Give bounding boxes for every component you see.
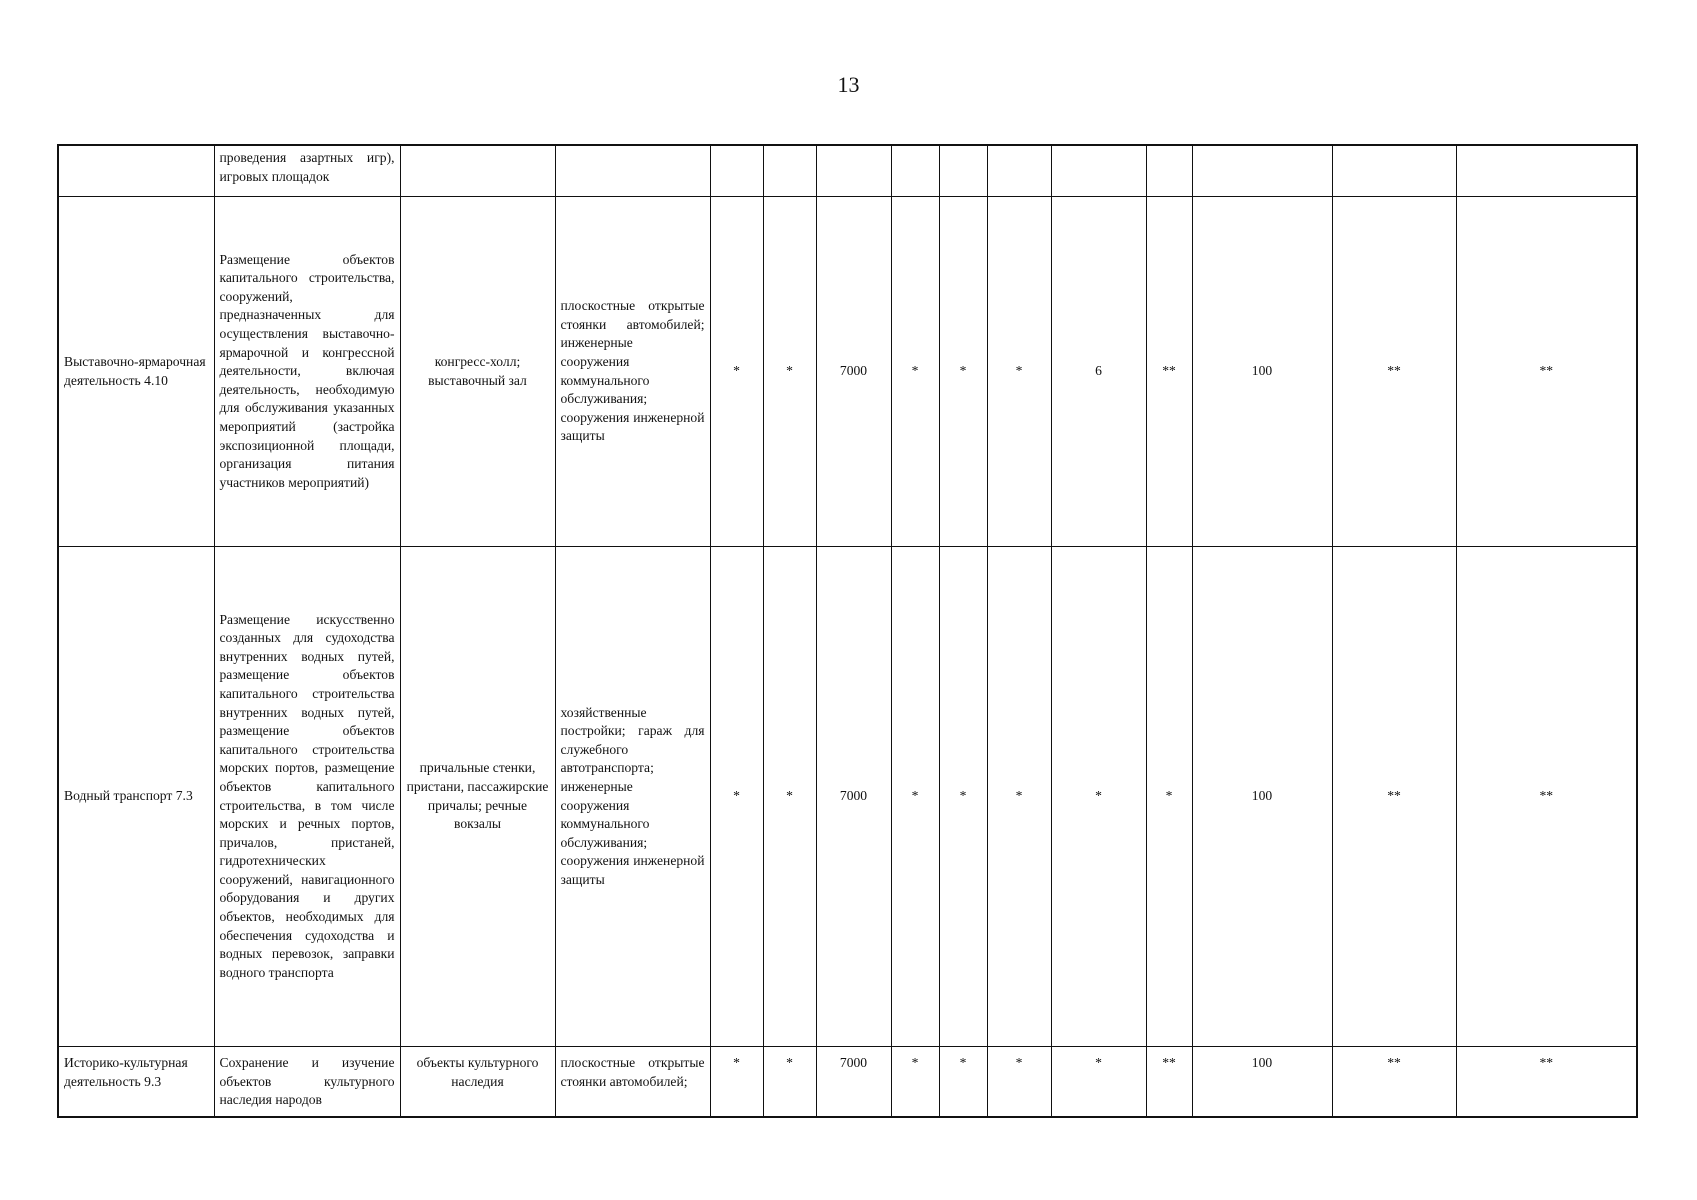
parameter-cell: ** <box>1456 197 1637 547</box>
auxiliary-objects-cell <box>555 145 710 197</box>
land-use-name-cell: Историко-культурная деятельность 9.3 <box>58 1047 214 1117</box>
parameter-cell: 100 <box>1192 547 1332 1047</box>
parameter-cell: * <box>891 547 939 1047</box>
auxiliary-objects-cell: хозяйственные постройки; гараж для служебного автотранспорта; инженерные сооружения коммунального обслуживания; сооружения инженерной защиты <box>555 547 710 1047</box>
page-number: 13 <box>837 72 860 97</box>
table-row <box>58 1047 1637 1117</box>
table-row <box>58 547 1637 1047</box>
main-objects-cell: конгресс-холл; выставочный зал <box>400 197 555 547</box>
parameter-cell <box>763 145 816 197</box>
parameter-cell: * <box>763 1047 816 1117</box>
parameter-cell: 100 <box>1192 1047 1332 1117</box>
parameter-cell <box>891 145 939 197</box>
parameter-cell: ** <box>1332 547 1456 1047</box>
land-use-name-cell: Выставочно-ярмарочная деятельность 4.10 <box>58 197 214 547</box>
parameter-cell: * <box>987 1047 1051 1117</box>
parameter-cell <box>816 145 891 197</box>
parameter-cell <box>987 145 1051 197</box>
parameter-cell <box>939 145 987 197</box>
parameter-cell <box>1051 145 1146 197</box>
parameter-cell: * <box>710 197 763 547</box>
main-objects-cell <box>400 145 555 197</box>
parameter-cell: * <box>763 197 816 547</box>
land-use-description-cell: проведения азартных игр), игровых площадок <box>214 145 400 197</box>
land-use-name-cell: Водный транспорт 7.3 <box>58 547 214 1047</box>
land-use-description-cell: Размещение объектов капитального строительства, сооружений, предназначенных для осуществления выставочно-ярмарочной и конгрессной деятельности, включая деятельность, необходимую для обслуживания указанных мероприятий (застройка экспозиционной площади, организация питания участников мероприятий) <box>214 197 400 547</box>
main-objects-cell: объекты культурного наследия <box>400 1047 555 1117</box>
parameter-cell: ** <box>1456 1047 1637 1117</box>
parameter-cell: * <box>891 197 939 547</box>
land-use-name-cell <box>58 145 214 197</box>
parameter-cell: * <box>710 547 763 1047</box>
parameter-cell: ** <box>1456 547 1637 1047</box>
parameter-cell <box>1332 145 1456 197</box>
parameter-cell: ** <box>1332 197 1456 547</box>
land-use-description-cell: Размещение искусственно созданных для судоходства внутренних водных путей, размещение объектов капитального строительства внутренних водных путей, размещение объектов капитального строительства морских портов, размещение объектов капитального строительства, в том числе морских и речных портов, причалов, пристаней, гидротехнических сооружений, навигационного оборудования и других объектов, необходимых для обеспечения судоходства и водных перевозок, заправки водного транспорта <box>214 547 400 1047</box>
parameter-cell: * <box>710 1047 763 1117</box>
parameter-cell: * <box>939 1047 987 1117</box>
parameter-cell: 100 <box>1192 197 1332 547</box>
regulations-table <box>57 144 1638 1118</box>
parameter-cell: * <box>939 547 987 1047</box>
auxiliary-objects-cell: плоскостные открытые стоянки автомобилей; <box>555 1047 710 1117</box>
parameter-cell: * <box>939 197 987 547</box>
parameter-cell: * <box>1051 547 1146 1047</box>
parameter-cell <box>1192 145 1332 197</box>
parameter-cell <box>710 145 763 197</box>
table-row <box>58 197 1637 547</box>
parameter-cell: * <box>987 547 1051 1047</box>
parameter-cell <box>1456 145 1637 197</box>
parameter-cell: * <box>1051 1047 1146 1117</box>
main-objects-cell: причальные стенки, пристани, пассажирские причалы; речные вокзалы <box>400 547 555 1047</box>
parameter-cell: * <box>891 1047 939 1117</box>
auxiliary-objects-cell: плоскостные открытые стоянки автомобилей; инженерные сооружения коммунального обслуживания; сооружения инженерной защиты <box>555 197 710 547</box>
parameter-cell: ** <box>1146 197 1192 547</box>
parameter-cell: * <box>1146 547 1192 1047</box>
parameter-cell: ** <box>1146 1047 1192 1117</box>
parameter-cell: 7000 <box>816 547 891 1047</box>
parameter-cell: 7000 <box>816 1047 891 1117</box>
parameter-cell <box>1146 145 1192 197</box>
parameter-cell: * <box>763 547 816 1047</box>
parameter-cell: 7000 <box>816 197 891 547</box>
table-row <box>58 145 1637 197</box>
parameter-cell: * <box>987 197 1051 547</box>
parameter-cell: ** <box>1332 1047 1456 1117</box>
land-use-description-cell: Сохранение и изучение объектов культурного наследия народов <box>214 1047 400 1117</box>
parameter-cell: 6 <box>1051 197 1146 547</box>
